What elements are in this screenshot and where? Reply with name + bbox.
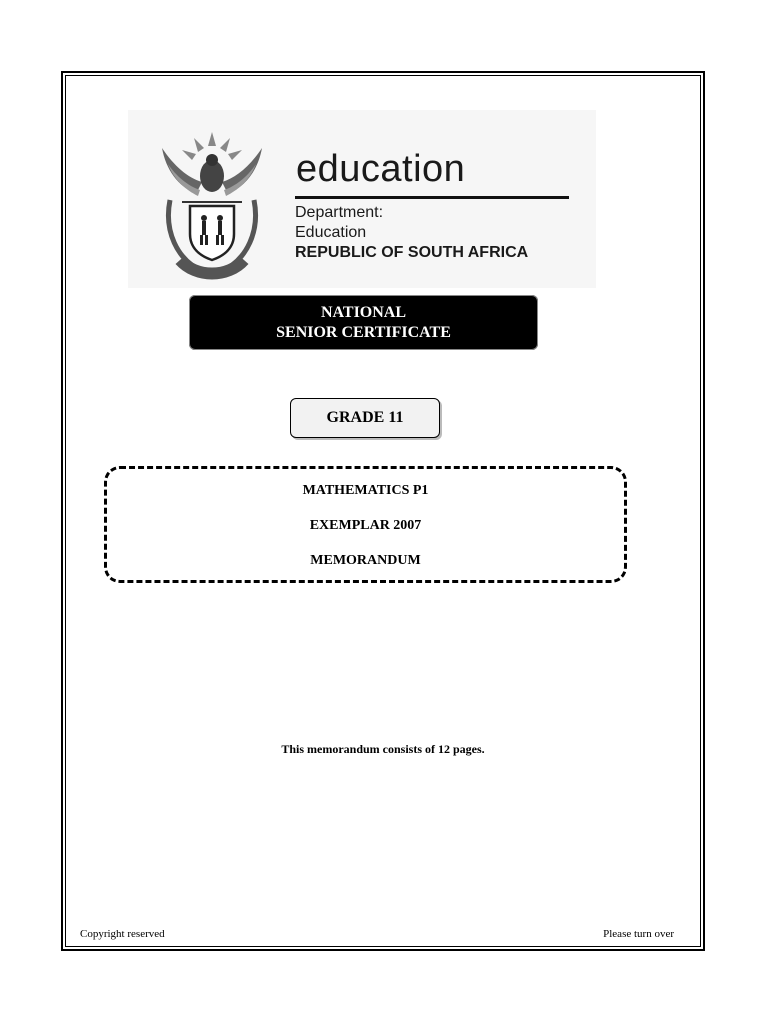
logo-department-name: Education	[295, 224, 367, 241]
footer-copyright: Copyright reserved	[80, 928, 165, 940]
paper-subject: MATHEMATICS P1	[302, 483, 429, 498]
logo-department-label: Department:	[295, 204, 384, 221]
certificate-line-2: SENIOR CERTIFICATE	[276, 324, 451, 341]
certificate-line-1: NATIONAL	[320, 304, 407, 321]
logo-divider	[295, 196, 569, 199]
logo-wordmark: education	[296, 148, 466, 190]
coat-of-arms-icon	[152, 130, 272, 280]
grade-badge: GRADE 11	[290, 398, 440, 438]
logo-country: REPUBLIC OF SOUTH AFRICA	[295, 244, 529, 261]
paper-type: MEMORANDUM	[310, 553, 421, 568]
paper-exemplar: EXEMPLAR 2007	[309, 518, 422, 533]
page-count-note: This memorandum consists of 12 pages.	[281, 742, 485, 756]
paper-details-box	[104, 466, 627, 583]
department-logo	[128, 110, 596, 288]
footer-turn-over: Please turn over	[603, 928, 674, 940]
certificate-banner	[189, 295, 538, 350]
